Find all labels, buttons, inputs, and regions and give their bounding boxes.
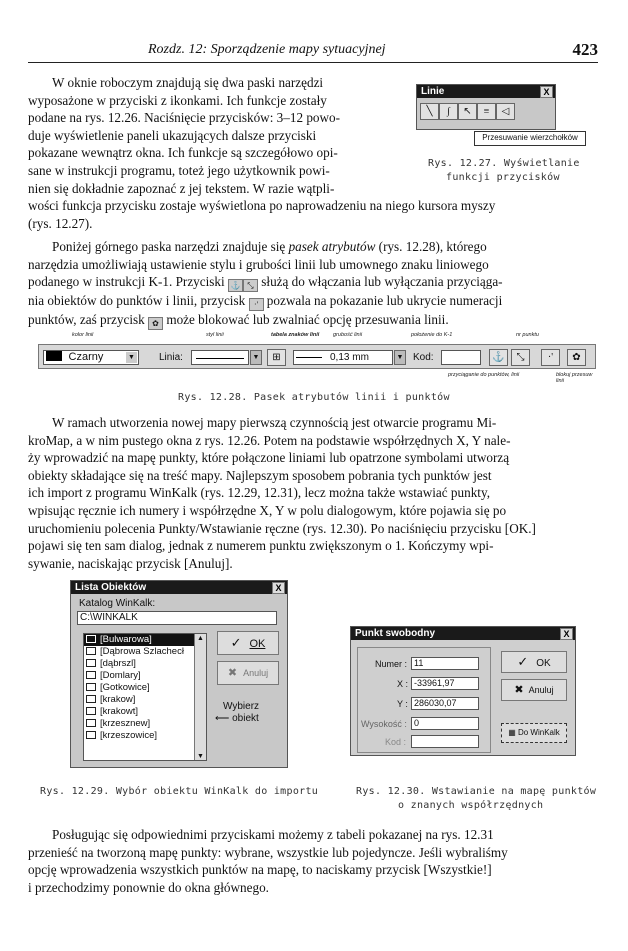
caption-12-30-line2: o znanych współrzędnych	[398, 800, 544, 811]
catalog-path-field[interactable]: C:\WINKALK	[77, 611, 277, 625]
page-number: 423	[572, 40, 598, 59]
caption-12-29: Rys. 12.29. Wybór obiektu WinKalk do importu	[40, 786, 319, 797]
winkalk-icon: ▦	[508, 728, 518, 737]
lock-move-icon: ✿	[148, 317, 163, 330]
triangle-icon[interactable]: ◁	[496, 103, 515, 120]
chevron-down-icon[interactable]: ▼	[394, 350, 406, 365]
list-scrollbar[interactable]	[194, 634, 206, 760]
list-item[interactable]: [krzeszowice]	[84, 730, 206, 742]
folder-icon	[86, 695, 96, 703]
cancel-button[interactable]: ✖ Anuluj	[501, 679, 567, 701]
checkmark-icon: ✓	[517, 654, 529, 669]
line-width-select[interactable]: 0,13 mm	[293, 350, 393, 365]
chapter-title: Rozdz. 12: Sporządzenie mapy sytuacyjnej	[148, 42, 386, 57]
list-item[interactable]: [Domlary]	[84, 670, 206, 682]
line-draw-icon[interactable]: ╲	[420, 103, 439, 120]
chevron-down-icon[interactable]: ▼	[250, 350, 262, 365]
vertex-move-icon[interactable]: ↖	[458, 103, 477, 120]
list-item[interactable]: [krakow]	[84, 694, 206, 706]
cancel-button[interactable]: ✖ Anuluj	[217, 661, 279, 685]
caption-12-27-line2: funkcji przycisków	[446, 172, 560, 183]
code-field[interactable]	[411, 735, 479, 748]
snap-points-icon: ⚓	[228, 279, 243, 292]
attribute-bar-figure: kolor linii styl linii tabela znaków linii grubość linii położenie do K-1 nr punktu Czarny ▼ Linia: ▼ ⊞ 0,13 mm ▼ Kod: ⚓ ⤡ ·' ✿ przyciąganie do punktów, linii blokuj przesuw linii	[28, 330, 598, 385]
close-icon[interactable]: X	[560, 628, 573, 640]
caption-12-27-line1: Rys. 12.27. Wyświetlanie	[428, 158, 580, 169]
folder-icon	[86, 719, 96, 727]
folder-icon	[86, 671, 96, 679]
snap-lines-icon[interactable]: ⤡	[511, 349, 530, 366]
tooltip-vertex-move: Przesuwanie wierzchołków	[474, 131, 586, 146]
snap-lines-icon: ⤡	[243, 279, 258, 292]
checkmark-icon: ✓	[230, 635, 242, 650]
caption-12-30-line1: Rys. 12.30. Wstawianie na mapę punktów	[356, 786, 597, 797]
close-icon[interactable]: X	[540, 86, 553, 98]
line-style-select[interactable]	[191, 350, 249, 365]
scroll-up-icon[interactable]: ▲	[197, 634, 204, 642]
code-field[interactable]	[441, 350, 481, 365]
snap-points-icon[interactable]: ⚓	[489, 349, 508, 366]
paragraph-1-cont: wości funkcja przycisku zostaje wyświetlona po naprowadzeniu na niego kursora myszy (rys. 12.27).	[28, 198, 496, 231]
y-coordinate-field[interactable]: 286030,07	[411, 697, 479, 710]
ok-button[interactable]: ✓ OK	[501, 651, 567, 673]
list-item[interactable]: [Gotkowice]	[84, 682, 206, 694]
line-style-icon[interactable]: ≡	[477, 103, 496, 120]
chevron-down-icon[interactable]: ▼	[126, 352, 137, 363]
folder-icon	[86, 731, 96, 739]
paragraph-3: W ramach utworzenia nowej mapy pierwszą czynnością jest otwarcie programu Mi- kroMap, a w nim pustego okna z rys. 12.26. Potem na podstawie współrzędnych X, Y nale- ży wprowadzić na mapę punkty, które połączone liniami lub opatrzone symbolami utworzą obiekty składające się na treść mapy. Najlepszym sposobem pobrania tych punktów jest ich import z programu WinKalk (rys. 12.29, 12.31), lecz można także wstawiać punkty, wpisując ręcznie ich numery i współrzędne X, Y w polu dialogowym, które pojawia się po uruchomieniu polecenia Punkty/Wstawianie ręczne (rys. 12.30). Po naciśnięciu przycisku [OK.] pojawi się ten sam dialog, jednak z numerem punktu zwiększonym o 1. Kończymy wpi- sywanie, naciskając przycisk [Anuluj].	[28, 415, 536, 571]
list-item[interactable]: [krzesznew]	[84, 718, 206, 730]
to-winkalk-button[interactable]: ▦ Do WinKalk	[501, 723, 567, 743]
paragraph-4: Posługując się odpowiednimi przyciskami możemy z tabeli pokazanej na rys. 12.31 przenieść na tworzoną mapę punkty: wybrane, wszystkie lub pojedyncze. Jeśli wybraliśmy opcję wprowadzenia wszystkich punktów na mapę, to naciskamy przycisk [Wszystkie!] i przechodzimy ponownie do okna głównego.	[28, 827, 508, 895]
folder-icon	[86, 635, 96, 643]
point-numbers-icon[interactable]: ·'	[541, 349, 560, 366]
running-header	[28, 40, 598, 63]
color-select[interactable]: Czarny ▼	[43, 350, 139, 365]
x-coordinate-field[interactable]: -33961,97	[411, 677, 479, 690]
object-listbox[interactable]	[83, 633, 207, 761]
folder-icon	[86, 647, 96, 655]
ok-button[interactable]: ✓ OK	[217, 631, 279, 655]
attribute-toolbar: Czarny ▼ Linia: ▼ ⊞ 0,13 mm ▼ Kod: ⚓ ⤡ ·' ✿	[38, 344, 596, 369]
folder-icon	[86, 659, 96, 667]
close-icon[interactable]: X	[272, 582, 285, 594]
linie-buttons	[417, 98, 555, 124]
paragraph-2: Poniżej górnego paska narzędzi znajduje się pasek atrybutów (rys. 12.28), którego narzędzia umożliwiają ustawienie stylu i grubości linii lub umownego znaku liniowego podanego w instrukcji K-1. Przyciski ⚓ ⤡ służą do włączania lub wyłączania przyciąga- nia obiektów do punktów i linii, przycisk ·' pozwala na pokazanie lub ukrycie numeracji punktów, zaś przycisk ✿ może blokować lub zwalniać opcję przesuwania linii.	[28, 239, 503, 329]
list-item[interactable]: [Dąbrowa Szlachecł	[84, 646, 206, 658]
curve-icon[interactable]: ∫	[439, 103, 458, 120]
symbol-table-icon[interactable]: ⊞	[267, 349, 286, 366]
caption-12-28: Rys. 12.28. Pasek atrybutów linii i punktów	[178, 392, 450, 403]
list-item[interactable]: [krakowt]	[84, 706, 206, 718]
paragraph-1: W oknie roboczym znajdują się dwa paski narzędzi wyposażone w przyciski z ikonkami. Ich funkcje zostały podane na rys. 12.26. Naciśnięcie przycisków: 3–12 powo- duje wyświetlenie paneli ukazujących dalsze przyciski pokazane wewnątrz okna. Ich funkcje są szczegółowo opi- sane w instrukcji programu, toteż jego użytkownik powi- nien się dokładnie zapoznać z jej tekstem. W razie wątpli-	[28, 75, 341, 196]
scroll-down-icon[interactable]: ▼	[197, 752, 204, 760]
arrow-left-icon: ⟵	[215, 713, 233, 724]
color-swatch	[46, 351, 62, 361]
linie-window-title: Linie X	[417, 85, 555, 98]
point-numbers-icon: ·'	[249, 298, 264, 311]
number-field[interactable]: 11	[411, 657, 479, 670]
list-item[interactable]: [dąbrszl]	[84, 658, 206, 670]
object-list-dialog: Lista Obiektów X Katalog WinKalk: C:\WINKALK [Bulwarowa] [Dąbrowa Szlachecł [dąbrszl] [Domlary] [Gotkowice] [krakow] [krakowt] [krzesznew] [krzeszowice] ▲ ▼ ✓ OK ✖ Anuluj Wybierz ⟵ obiekt	[70, 580, 288, 768]
free-point-dialog: Punkt swobodny X Numer : 11 X : -33961,97 Y : 286030,07 Wysokość : 0 Kod : ✓ OK ✖ Anuluj ▦ Do WinKalk	[350, 626, 576, 756]
linie-toolbar-window	[416, 84, 556, 130]
x-icon: ✖	[514, 684, 524, 696]
x-icon: ✖	[227, 667, 238, 679]
height-field[interactable]: 0	[411, 717, 479, 730]
list-item-selected[interactable]: [Bulwarowa]	[84, 634, 206, 646]
lock-move-icon[interactable]: ✿	[567, 349, 586, 366]
folder-icon	[86, 707, 96, 715]
folder-icon	[86, 683, 96, 691]
